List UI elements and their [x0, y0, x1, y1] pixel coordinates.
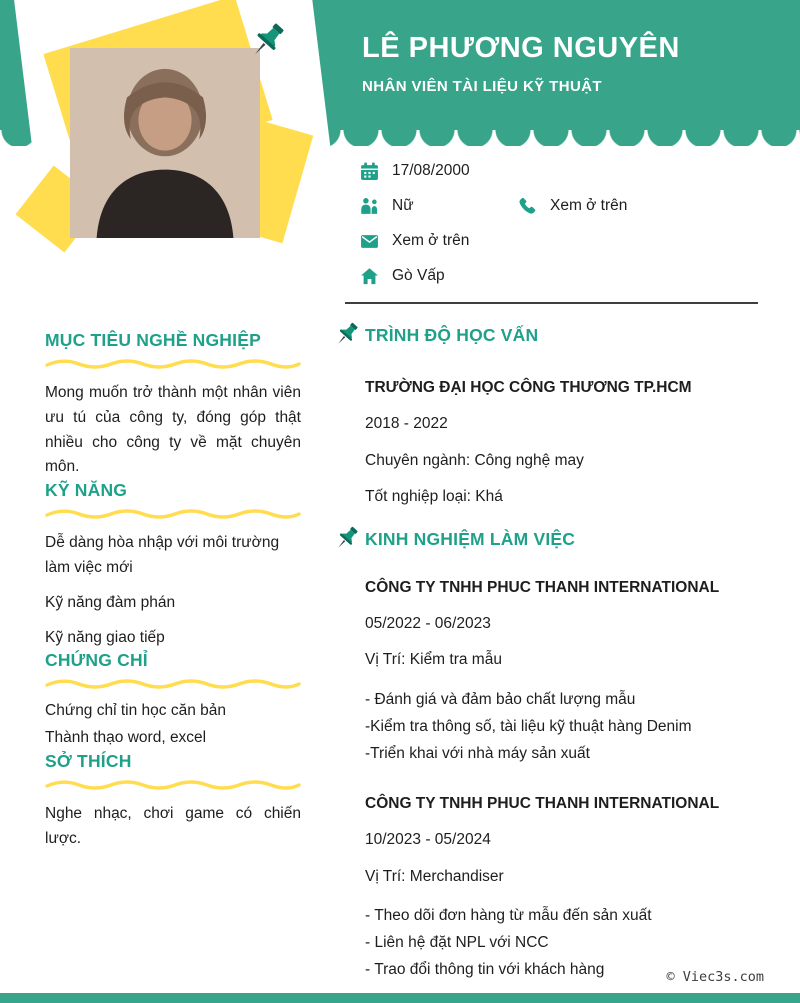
experience-job: [365, 794, 767, 982]
watermark-credit: © Viec3s.com: [666, 969, 764, 985]
envelope-icon: [360, 232, 379, 251]
contact-email-value: Xem ở trên: [392, 232, 470, 249]
job-company: CÔNG TY TNHH PHUC THANH INTERNATIONAL: [365, 794, 720, 812]
objective-text: Mong muốn trở thành một nhân viên ưu tú của công ty, đóng góp thật nhiều cho công ty về mặt chuyên môn.: [45, 384, 301, 476]
pushpin-icon: [332, 523, 362, 553]
job-bullet: - Liên hệ đặt NPL với NCC: [365, 934, 549, 952]
yellow-wave-underline: [45, 677, 301, 689]
job-period: 10/2023 - 05/2024: [365, 831, 491, 849]
section-heading-certificates: CHỨNG CHỈ: [45, 650, 148, 671]
job-period: 05/2022 - 06/2023: [365, 614, 491, 632]
experience-section-header: [365, 529, 767, 550]
yellow-wave-underline: [45, 507, 301, 519]
yellow-wave-underline: [45, 778, 301, 790]
yellow-wave-underline: [45, 357, 301, 369]
person-name: LÊ PHƯƠNG NGUYÊN: [362, 32, 680, 64]
person-job-title: NHÂN VIÊN TÀI LIỆU KỸ THUẬT: [362, 78, 602, 95]
section-heading-skills: KỸ NĂNG: [45, 480, 128, 501]
skill-item: Kỹ năng đàm phán: [45, 593, 176, 611]
certificate-item: Chứng chỉ tin học căn bản: [45, 702, 226, 720]
education-school: TRƯỜNG ĐẠI HỌC CÔNG THƯƠNG TP.HCM: [365, 379, 692, 396]
contact-phone-value: Xem ở trên: [550, 197, 628, 214]
contact-divider-line: [345, 302, 758, 304]
contact-address-value: Gò Vấp: [392, 267, 445, 284]
section-heading-education: TRÌNH ĐỘ HỌC VẤN: [365, 325, 539, 345]
contact-row-address: [360, 265, 764, 287]
contact-info: [360, 160, 764, 300]
job-bullet: - Theo dõi đơn hàng từ mẫu đến sản xuất: [365, 907, 652, 925]
contact-phone: [518, 195, 627, 217]
phone-icon: [518, 197, 537, 216]
job-position: Vị Trí: Merchandiser: [365, 867, 504, 885]
education-grade: Tốt nghiệp loại: Khá: [365, 488, 503, 506]
job-bullet: - Đánh giá và đảm bảo chất lượng mẫu: [365, 690, 636, 708]
pushpin-icon: [332, 319, 362, 349]
home-icon: [360, 267, 379, 286]
education-major: Chuyên ngành: Công nghệ may: [365, 451, 584, 469]
skill-item: Dễ dàng hòa nhập với môi trường làm việc mới: [45, 534, 280, 576]
footer-green-bar: [0, 993, 800, 1003]
people-icon: [360, 197, 379, 216]
job-position: Vị Trí: Kiểm tra mẫu: [365, 651, 502, 669]
contact-dob-value: 17/08/2000: [392, 162, 470, 179]
pushpin-icon: [246, 18, 290, 62]
experience-job: [365, 578, 767, 766]
section-heading-objective: MỤC TIÊU NGHỀ NGHIỆP: [45, 330, 261, 350]
contact-gender-value: Nữ: [392, 197, 414, 214]
portrait-silhouette: [70, 48, 260, 238]
job-bullet: - Trao đổi thông tin với khách hàng: [365, 961, 605, 979]
contact-row-dob: [360, 160, 764, 182]
contact-row-email: [360, 230, 764, 252]
education-period: 2018 - 2022: [365, 415, 448, 433]
job-bullet: -Triển khai với nhà máy sản xuất: [365, 744, 590, 762]
left-column: [45, 330, 301, 852]
job-company: CÔNG TY TNHH PHUC THANH INTERNATIONAL: [365, 578, 720, 596]
job-bullet: -Kiểm tra thông số, tài liệu kỹ thuật hàng Denim: [365, 717, 692, 735]
education-section-header: [365, 325, 767, 346]
certificate-item: Thành thạo word, excel: [45, 729, 207, 747]
contact-row-gender-phone: [360, 195, 764, 217]
section-heading-hobbies: SỞ THÍCH: [45, 750, 132, 771]
education-content: [365, 378, 767, 507]
calendar-icon: [360, 162, 379, 181]
hobbies-text: Nghe nhạc, chơi game có chiến lược.: [45, 804, 301, 847]
section-heading-experience: KINH NGHIỆM LÀM VIỆC: [365, 528, 576, 549]
right-column: [365, 325, 767, 984]
contact-gender: [360, 197, 414, 216]
profile-photo: [70, 48, 260, 238]
skill-item: Kỹ năng giao tiếp: [45, 628, 165, 646]
